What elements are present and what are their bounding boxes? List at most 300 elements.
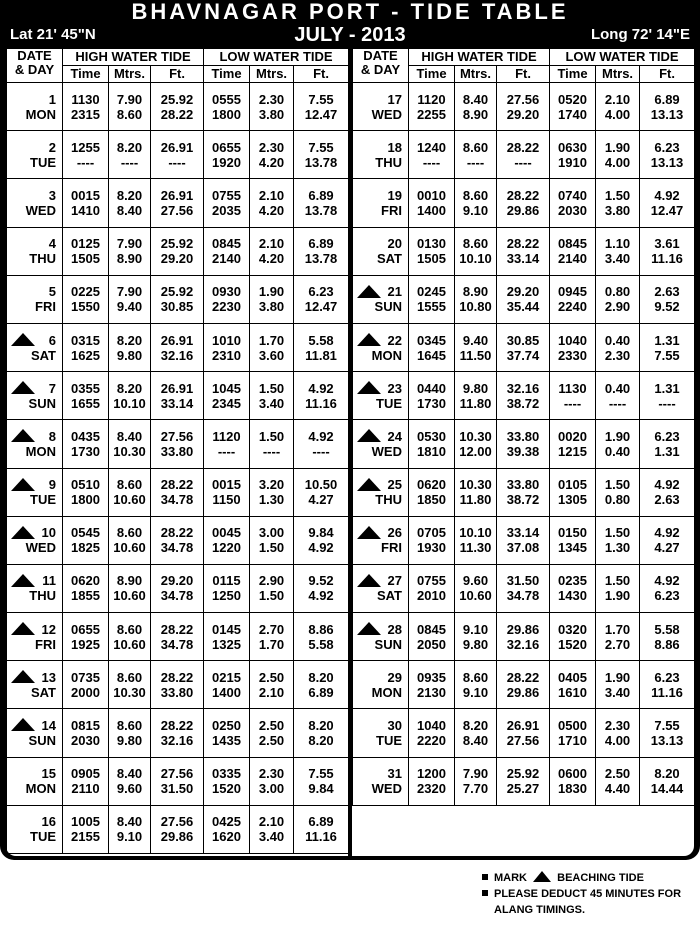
tide-value: 5.58 [640,613,695,637]
date-number: 20 [387,236,402,252]
tide-value: 1.90 [596,420,640,444]
day-cell [7,781,63,805]
tide-value: 9.10 [455,685,497,709]
month-label: JULY - 2013 [294,24,406,46]
low-water-header: LOW WATER TIDE [204,49,349,66]
low-water-header: LOW WATER TIDE [550,49,695,66]
date-number: 8 [48,428,56,444]
tide-value: 10.30 [109,685,151,709]
tide-value: 0815 [63,709,109,733]
date-number: 10 [41,525,56,541]
column-header-time: Time [550,66,596,83]
tide-value: 12.47 [294,299,349,323]
tide-value: 11.50 [455,348,497,372]
tide-value: 1200 [409,757,455,781]
tide-value: 12.47 [640,203,695,227]
table-row [353,420,695,444]
tide-value: 1250 [204,588,250,612]
tide-value: ---- [550,396,596,420]
tide-value: 1550 [63,299,109,323]
date-cell [7,323,63,347]
table-row [7,661,349,685]
tide-value: 1215 [550,444,596,468]
table-row [353,348,695,372]
tide-value: 8.90 [455,107,497,131]
tide-value: 1010 [204,323,250,347]
beaching-tide-icon [357,478,381,491]
tide-value: 11.16 [640,685,695,709]
day-cell [7,444,63,468]
beaching-note: MARK BEACHING TIDE [482,870,681,886]
column-header-ft: Ft. [497,66,550,83]
tide-value: 2.50 [250,709,294,733]
tide-value: 0115 [204,564,250,588]
high-water-header: HIGH WATER TIDE [63,49,204,66]
tide-value: 26.91 [151,131,204,155]
tide-value: 25.92 [151,83,204,107]
tide-value: 2320 [409,781,455,805]
tide-value: 2.30 [250,757,294,781]
date-number: 18 [387,139,402,155]
date-cell [7,757,63,781]
tide-value: 6.89 [294,179,349,203]
tide-value: 0405 [550,661,596,685]
tide-value: 6.89 [294,805,349,829]
tide-value: 0755 [409,564,455,588]
page-title: BHAVNAGAR PORT - TIDE TABLE [131,0,569,24]
column-header-time: Time [409,66,455,83]
date-number: 5 [48,284,56,300]
tide-value: 8.40 [109,420,151,444]
beaching-tide-icon [11,718,35,731]
tide-value: 7.90 [109,227,151,251]
tide-value: 2.90 [596,299,640,323]
tide-value: 28.22 [151,468,204,492]
table-row [7,203,349,227]
tide-value: 0520 [550,83,596,107]
tide-value: 33.14 [497,251,550,275]
day-name: THU [375,154,402,170]
tide-value: 9.52 [294,564,349,588]
table-row [353,203,695,227]
tide-value: 11.16 [294,829,349,853]
table-row [353,492,695,516]
tide-value: 2.30 [596,709,640,733]
tide-value: 0125 [63,227,109,251]
tide-value: 1710 [550,733,596,757]
day-name: FRI [35,636,56,652]
table-row [7,155,349,179]
tide-value: 9.80 [455,637,497,661]
tide-value: 8.20 [294,661,349,685]
table-row [7,227,349,251]
tide-value: 0435 [63,420,109,444]
beaching-tide-icon [11,478,35,491]
date-number: 23 [387,380,402,396]
tide-value: 6.23 [640,661,695,685]
tide-value: 2230 [204,299,250,323]
tide-value: 11.81 [294,348,349,372]
tide-value: 1.50 [250,540,294,564]
table-row [353,661,695,685]
tide-value: 2.10 [596,83,640,107]
tide-value: 0315 [63,323,109,347]
date-number: 11 [42,573,56,589]
tide-value: 0740 [550,179,596,203]
tide-value: 3.80 [250,107,294,131]
day-cell [353,637,409,661]
tide-value: 2.63 [640,275,695,299]
tide-value: 1520 [550,637,596,661]
tide-value: 0.80 [596,275,640,299]
date-header-label: DATE [363,48,398,63]
date-cell [353,131,409,155]
tide-value: 2345 [204,396,250,420]
tide-value: 32.16 [497,637,550,661]
tide-value: 9.80 [109,733,151,757]
tide-value: 28.22 [151,107,204,131]
table-row [7,492,349,516]
column-header-mtrs: Mtrs. [455,66,497,83]
tide-value: 4.27 [294,492,349,516]
tide-value: 7.90 [455,757,497,781]
table-row [353,540,695,564]
day-cell [7,299,63,323]
day-name: MON [371,347,402,363]
date-cell [7,661,63,685]
table-row [353,444,695,468]
beaching-tide-icon [11,381,35,394]
tide-value: 10.30 [455,468,497,492]
date-number: 26 [387,525,402,541]
beaching-tide-icon [357,622,381,635]
date-number: 30 [387,718,402,734]
tide-value: ---- [109,155,151,179]
tide-value: 3.40 [596,251,640,275]
tide-value: 7.55 [640,709,695,733]
tide-value: 0735 [63,661,109,685]
table-row [7,420,349,444]
tide-value: 34.78 [151,492,204,516]
tide-value: 10.60 [109,637,151,661]
table-row [7,179,349,203]
tide-value: 0225 [63,275,109,299]
tide-value: 2.50 [250,733,294,757]
tide-value: 8.20 [455,709,497,733]
tide-value: 7.55 [294,83,349,107]
day-name: MON [25,443,56,459]
table-row [353,131,695,155]
tide-value: 0655 [63,613,109,637]
tide-value: 7.70 [455,781,497,805]
date-cell [7,227,63,251]
tide-value: 1.30 [596,540,640,564]
tide-value: 33.14 [497,516,550,540]
tide-value: 8.40 [455,83,497,107]
day-name: FRI [381,202,402,218]
column-header-ft: Ft. [151,66,204,83]
tide-value: 2130 [409,685,455,709]
date-cell [353,613,409,637]
tide-value: 3.00 [250,781,294,805]
tide-value: 2315 [63,107,109,131]
date-number: 7 [48,380,56,396]
date-cell [353,468,409,492]
tide-value: 10.10 [455,251,497,275]
tide-value: 0655 [204,131,250,155]
tide-value: 3.20 [250,468,294,492]
tide-value: 2.10 [250,685,294,709]
tide-value: 8.40 [109,805,151,829]
tide-value: 28.22 [151,516,204,540]
tide-value: 2140 [204,251,250,275]
tide-value: 1.70 [596,613,640,637]
tide-value: 8.20 [294,733,349,757]
tide-value: 1.50 [250,372,294,396]
day-name: SUN [374,299,402,315]
tide-value: 0245 [409,275,455,299]
date-cell [353,323,409,347]
tide-value: 3.40 [596,685,640,709]
tide-value: 35.44 [497,299,550,323]
tide-value: 29.20 [497,107,550,131]
tide-value: 2.10 [250,227,294,251]
day-cell [7,829,63,853]
date-number: 28 [387,621,402,637]
date-cell [353,564,409,588]
table-row [7,251,349,275]
beaching-tide-icon [11,574,35,587]
tide-value: 11.16 [640,251,695,275]
tide-value: 4.20 [250,203,294,227]
alang-note-continued: ALANG TIMINGS. [494,904,586,916]
tide-value: 10.10 [109,396,151,420]
tide-value: 2.50 [250,661,294,685]
tide-value: 34.78 [151,588,204,612]
tide-value: 1.50 [596,179,640,203]
tide-value: 1040 [409,709,455,733]
tide-value: 2330 [550,348,596,372]
tide-value: ---- [455,155,497,179]
tide-value: 5.58 [294,637,349,661]
tide-value: 7.90 [109,83,151,107]
tide-value: 1625 [63,348,109,372]
table-row [353,781,695,805]
tide-value: 2.10 [250,179,294,203]
date-cell [353,420,409,444]
table-row [7,685,349,709]
date-cell [7,613,63,637]
tide-value: 1.90 [596,131,640,155]
tide-value: 0010 [409,179,455,203]
tide-value: 1305 [550,492,596,516]
date-number: 31 [387,766,402,782]
table-row [7,805,349,829]
tide-value: 2.90 [250,564,294,588]
tide-value: 1.70 [250,637,294,661]
tide-value: 10.80 [455,299,497,323]
tide-value: 3.61 [640,227,695,251]
tide-value: 25.92 [151,275,204,299]
table-row [353,323,695,347]
tide-value: 7.55 [294,131,349,155]
day-cell [353,396,409,420]
tide-value: 8.90 [109,251,151,275]
day-cell [353,685,409,709]
date-number: 27 [387,573,402,589]
day-name: TUE [376,733,402,749]
day-cell [7,540,63,564]
tide-value: 33.80 [497,468,550,492]
tide-value: 1005 [63,805,109,829]
tide-value: 4.92 [640,468,695,492]
bullet-icon [482,890,488,896]
tide-value: 2.30 [250,131,294,155]
day-name: SAT [376,588,402,604]
day-name: THU [375,492,402,508]
tide-value: 9.40 [109,299,151,323]
tide-value: 1910 [550,155,596,179]
tide-value: 1.90 [596,588,640,612]
day-name: WED [25,202,56,218]
tide-value: ---- [409,155,455,179]
date-number: 9 [48,477,56,493]
tide-value: 10.30 [455,420,497,444]
date-cell [7,709,63,733]
table-row [7,444,349,468]
day-name: THU [29,588,56,604]
tide-value: 0845 [409,613,455,637]
day-cell [353,540,409,564]
tide-value: 3.80 [250,299,294,323]
tide-value: 38.72 [497,396,550,420]
tide-value: 34.78 [151,637,204,661]
tide-value: 9.60 [455,564,497,588]
date-number: 1 [48,91,56,107]
date-cell [7,564,63,588]
day-cell [7,203,63,227]
tide-value: 0215 [204,661,250,685]
tide-value: 0500 [550,709,596,733]
tide-value: 6.89 [294,685,349,709]
tide-value: 28.22 [497,227,550,251]
date-number: 16 [41,814,56,830]
tide-value: 1.31 [640,323,695,347]
table-row [353,516,695,540]
table-row [353,107,695,131]
tide-value: 1.30 [250,492,294,516]
table-row [353,83,695,107]
table-row [353,275,695,299]
tide-value: 0235 [550,564,596,588]
date-day-header [353,49,409,83]
tide-value: 1435 [204,733,250,757]
table-row [353,637,695,661]
tide-value: 6.89 [294,227,349,251]
tide-value: 0335 [204,757,250,781]
date-cell [7,468,63,492]
tide-table [6,48,349,854]
tide-value: 1620 [204,829,250,853]
date-cell [353,757,409,781]
beaching-tide-icon [357,526,381,539]
tide-value: 0705 [409,516,455,540]
date-day-header [7,49,63,83]
tide-value: 37.08 [497,540,550,564]
tide-value: 2000 [63,685,109,709]
tide-value: 28.22 [151,661,204,685]
tide-value: 1345 [550,540,596,564]
tide-value: 1.50 [596,564,640,588]
tide-value: 1400 [409,203,455,227]
tide-value: 0935 [409,661,455,685]
table-row [353,757,695,781]
day-cell [7,733,63,757]
tide-value: 1.90 [596,661,640,685]
table-row [7,131,349,155]
table-row [7,540,349,564]
date-number: 21 [387,284,402,300]
tide-value: 30.85 [151,299,204,323]
tide-value: 6.89 [640,83,695,107]
tide-value: 3.40 [250,396,294,420]
tide-value: 0905 [63,757,109,781]
tide-value: 2.70 [250,613,294,637]
tide-value: 8.60 [109,516,151,540]
day-cell [353,444,409,468]
tide-value: 2030 [550,203,596,227]
table-row [7,613,349,637]
date-number: 24 [387,428,402,444]
date-number: 29 [387,669,402,685]
tide-value: 11.80 [455,396,497,420]
tide-value: 8.60 [455,179,497,203]
table-row [353,179,695,203]
tide-value: 1830 [550,781,596,805]
column-header-time: Time [204,66,250,83]
tide-value: 34.78 [151,540,204,564]
day-cell [353,588,409,612]
day-cell [353,781,409,805]
tide-value: 10.50 [294,468,349,492]
tide-value: 7.90 [109,275,151,299]
tide-value: 2035 [204,203,250,227]
table-row [353,251,695,275]
tide-value: 0020 [550,420,596,444]
tide-value: 4.40 [596,781,640,805]
table-row [7,83,349,107]
tide-value: 9.10 [455,203,497,227]
date-number: 13 [41,669,56,685]
tide-value: 3.80 [596,203,640,227]
tide-value: 4.92 [640,564,695,588]
tide-value: 1325 [204,637,250,661]
tide-value: 0250 [204,709,250,733]
tide-value: 29.86 [151,829,204,853]
day-name: WED [25,540,56,556]
day-name: TUE [376,395,402,411]
tide-value: ---- [640,396,695,420]
tide-value: 8.20 [109,372,151,396]
day-cell [353,203,409,227]
tide-value: 29.86 [497,203,550,227]
tide-value: 1850 [409,492,455,516]
day-cell [353,107,409,131]
tide-value: 29.86 [497,685,550,709]
day-cell [7,685,63,709]
tide-value: 1430 [550,588,596,612]
table-row [353,733,695,757]
